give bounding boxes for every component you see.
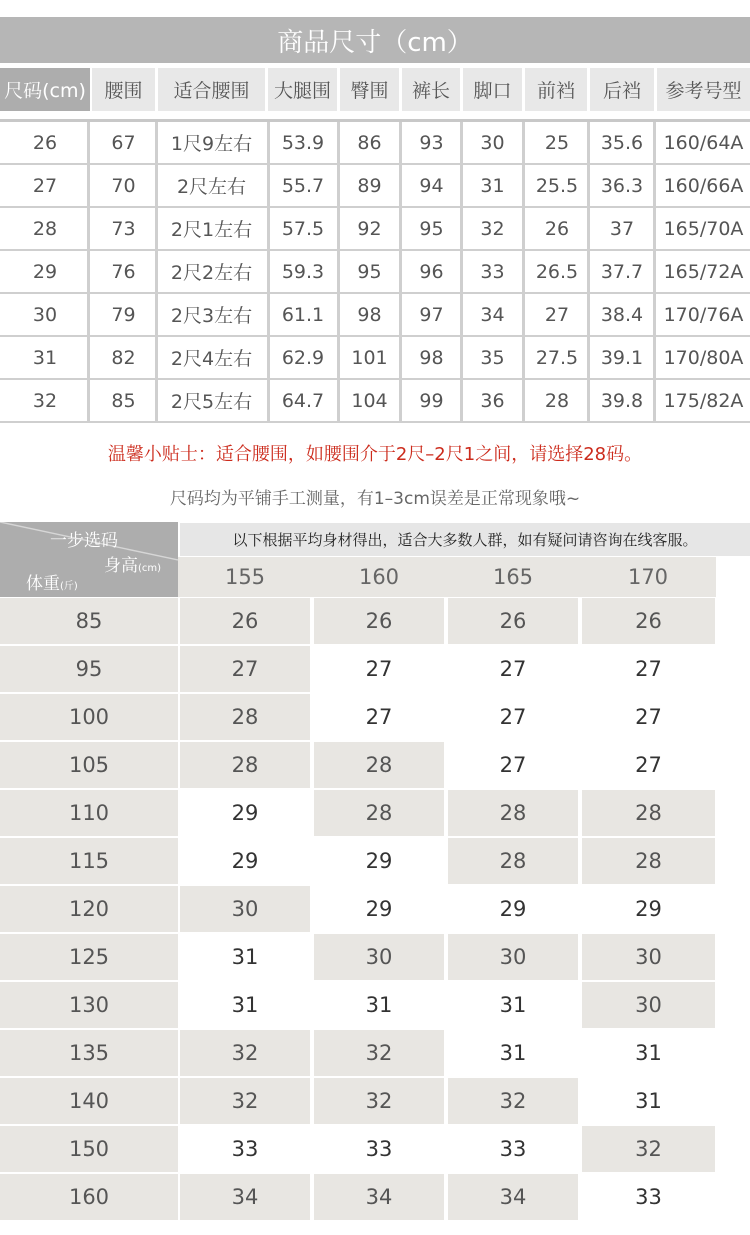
recommended-size-cell: 28 — [314, 742, 444, 788]
size-cell: 76 — [111, 260, 136, 283]
size-cell: 28 — [544, 389, 570, 412]
column-divider — [522, 208, 525, 249]
size-cell: 94 — [419, 174, 444, 197]
size-cell: 35 — [480, 346, 505, 369]
measure-note: 尺码均为平铺手工测量，有1–3cm误差是正常现象哦~ — [169, 489, 581, 509]
column-divider — [87, 251, 90, 292]
size-cell: 26.5 — [535, 260, 579, 283]
recommended-size-cell: 26 — [448, 598, 578, 644]
size-cell: 99 — [419, 389, 444, 412]
size-row — [0, 294, 750, 337]
recommended-size-cell: 29 — [582, 886, 715, 932]
column-divider — [337, 165, 340, 206]
weight-cell: 160 — [0, 1174, 178, 1220]
column-divider — [587, 122, 590, 163]
recommended-size-cell: 27 — [314, 694, 444, 740]
tip-note: 温馨小贴士：适合腰围，如腰围介于2尺–2尺1之间，请选择28码。 — [107, 444, 643, 465]
height-header-cell: 170 — [580, 557, 716, 597]
column-divider — [460, 165, 463, 206]
size-cell: 2尺2左右 — [170, 262, 253, 284]
size-table-body — [0, 122, 750, 423]
column-divider — [653, 208, 656, 249]
size-cell: 25 — [544, 131, 570, 154]
column-divider — [587, 208, 590, 249]
size-cell: 55.7 — [281, 174, 325, 197]
column-divider — [587, 251, 590, 292]
size-cell: 38.4 — [600, 303, 644, 326]
weight-cell: 105 — [0, 742, 178, 788]
recommended-size-cell: 34 — [314, 1174, 444, 1220]
recommended-size-cell: 27 — [448, 694, 578, 740]
column-divider — [399, 251, 402, 292]
recommended-size-cell: 29 — [448, 886, 578, 932]
size-cell: 39.8 — [600, 389, 644, 412]
recommended-size-cell: 27 — [582, 742, 715, 788]
recommended-size-cell: 31 — [180, 934, 310, 980]
size-row — [0, 208, 750, 251]
recommended-size-cell: 27 — [180, 646, 310, 692]
recommended-size-cell: 33 — [180, 1126, 310, 1172]
weight-cell: 125 — [0, 934, 178, 980]
recommended-size-cell: 29 — [180, 790, 310, 836]
size-cell: 28 — [32, 217, 58, 240]
recommended-size-cell: 27 — [582, 646, 715, 692]
recommended-size-cell: 31 — [448, 1030, 578, 1076]
size-cell: 104 — [351, 389, 388, 412]
size-cell: 96 — [419, 260, 444, 283]
column-divider — [522, 294, 525, 335]
column-divider — [155, 380, 158, 421]
size-cell: 170/80A — [663, 346, 744, 369]
column-divider — [87, 165, 90, 206]
size-cell: 67 — [111, 131, 136, 154]
size-header-cell: 尺码(cm) — [0, 68, 90, 111]
size-row — [0, 165, 750, 208]
size-cell: 82 — [111, 346, 136, 369]
size-cell: 175/82A — [663, 389, 744, 412]
column-divider — [87, 294, 90, 335]
column-divider — [155, 122, 158, 163]
size-cell: 35.6 — [600, 131, 644, 154]
column-divider — [653, 122, 656, 163]
size-header-cell: 腰围 — [92, 68, 155, 111]
recommend-row — [0, 982, 750, 1030]
size-header-cell: 后裆 — [590, 68, 654, 111]
size-cell: 170/76A — [663, 303, 744, 326]
column-divider — [337, 294, 340, 335]
column-divider — [460, 208, 463, 249]
column-divider — [87, 208, 90, 249]
size-cell: 57.5 — [281, 217, 325, 240]
column-divider — [522, 337, 525, 378]
weight-cell: 115 — [0, 838, 178, 884]
recommended-size-cell: 32 — [314, 1078, 444, 1124]
column-divider — [653, 251, 656, 292]
recommended-size-cell: 27 — [448, 646, 578, 692]
recommended-size-cell: 28 — [582, 790, 715, 836]
size-cell: 73 — [111, 217, 136, 240]
size-cell: 62.9 — [281, 346, 325, 369]
column-divider — [399, 294, 402, 335]
recommend-note: 以下根据平均身材得出，适合大多数人群，如有疑问请咨询在线客服。 — [180, 523, 750, 556]
weight-cell: 130 — [0, 982, 178, 1028]
recommend-row — [0, 886, 750, 934]
column-divider — [155, 165, 158, 206]
size-cell: 30 — [480, 131, 505, 154]
recommended-size-cell: 33 — [314, 1126, 444, 1172]
column-divider — [399, 337, 402, 378]
size-row — [0, 251, 750, 294]
recommended-size-cell: 29 — [314, 838, 444, 884]
size-cell: 59.3 — [281, 260, 325, 283]
column-divider — [460, 337, 463, 378]
size-cell: 26 — [32, 131, 58, 154]
recommended-size-cell: 26 — [582, 598, 715, 644]
column-divider — [399, 208, 402, 249]
weight-axis-label: 体重(斤) — [26, 574, 78, 594]
column-divider — [653, 165, 656, 206]
size-cell: 36.3 — [600, 174, 644, 197]
recommended-size-cell: 30 — [582, 934, 715, 980]
size-row — [0, 337, 750, 380]
recommend-row — [0, 1174, 750, 1222]
size-cell: 37 — [609, 217, 635, 240]
column-divider — [337, 380, 340, 421]
size-cell: 165/70A — [663, 217, 744, 240]
size-cell: 31 — [32, 346, 58, 369]
column-divider — [267, 165, 270, 206]
size-cell: 37.7 — [600, 260, 644, 283]
size-cell: 27.5 — [535, 346, 579, 369]
column-divider — [587, 294, 590, 335]
recommended-size-cell: 32 — [180, 1030, 310, 1076]
recommended-size-cell: 27 — [582, 694, 715, 740]
size-cell: 31 — [480, 174, 505, 197]
size-cell: 160/66A — [663, 174, 744, 197]
recommend-row — [0, 646, 750, 694]
recommend-row — [0, 934, 750, 982]
size-cell: 85 — [111, 389, 136, 412]
size-header-cell: 脚口 — [463, 68, 522, 111]
size-cell: 53.9 — [281, 131, 325, 154]
size-cell: 98 — [357, 303, 382, 326]
column-divider — [587, 165, 590, 206]
recommended-size-cell: 32 — [314, 1030, 444, 1076]
column-divider — [460, 122, 463, 163]
column-divider — [337, 337, 340, 378]
column-divider — [87, 122, 90, 163]
size-cell: 86 — [357, 131, 382, 154]
recommended-size-cell: 28 — [582, 838, 715, 884]
size-row — [0, 380, 750, 423]
column-divider — [460, 380, 463, 421]
size-header-cell: 适合腰围 — [158, 68, 265, 111]
height-axis-label: 身高(cm) — [104, 556, 162, 576]
size-cell: 97 — [419, 303, 444, 326]
recommended-size-cell: 28 — [448, 838, 578, 884]
column-divider — [267, 122, 270, 163]
recommended-size-cell: 28 — [180, 694, 310, 740]
size-cell: 36 — [480, 389, 505, 412]
size-cell: 34 — [480, 303, 505, 326]
size-cell: 95 — [357, 260, 382, 283]
column-divider — [337, 208, 340, 249]
weight-cell: 100 — [0, 694, 178, 740]
column-divider — [399, 165, 402, 206]
recommend-row — [0, 1126, 750, 1174]
recommended-size-cell: 32 — [180, 1078, 310, 1124]
column-divider — [155, 208, 158, 249]
recommend-row — [0, 598, 750, 646]
column-divider — [399, 380, 402, 421]
size-row — [0, 122, 750, 165]
recommended-size-cell: 28 — [180, 742, 310, 788]
column-divider — [87, 380, 90, 421]
column-divider — [155, 337, 158, 378]
recommended-size-cell: 27 — [448, 742, 578, 788]
recommended-size-cell: 31 — [314, 982, 444, 1028]
height-header-cell: 165 — [446, 557, 580, 597]
column-divider — [522, 122, 525, 163]
column-divider — [522, 165, 525, 206]
size-cell: 98 — [419, 346, 444, 369]
recommended-size-cell: 33 — [448, 1126, 578, 1172]
weight-cell: 135 — [0, 1030, 178, 1076]
recommend-row — [0, 838, 750, 886]
recommended-size-cell: 31 — [180, 982, 310, 1028]
column-divider — [267, 380, 270, 421]
size-cell: 2尺3左右 — [170, 305, 253, 327]
size-header-cell: 参考号型 — [657, 68, 750, 111]
column-divider — [587, 380, 590, 421]
size-cell: 33 — [480, 260, 505, 283]
recommended-size-cell: 28 — [314, 790, 444, 836]
weight-cell: 120 — [0, 886, 178, 932]
recommend-row — [0, 1078, 750, 1126]
weight-cell: 85 — [0, 598, 178, 644]
size-header-cell: 前裆 — [525, 68, 587, 111]
corner-title: 一步选码 — [50, 531, 118, 551]
size-cell: 95 — [419, 217, 444, 240]
recommended-size-cell: 29 — [180, 838, 310, 884]
size-cell: 160/64A — [663, 131, 744, 154]
size-header-cell: 大腿围 — [268, 68, 337, 111]
size-cell: 165/72A — [663, 260, 744, 283]
column-divider — [653, 294, 656, 335]
column-divider — [155, 294, 158, 335]
column-divider — [155, 251, 158, 292]
size-cell: 30 — [32, 303, 58, 326]
size-cell: 2尺4左右 — [170, 348, 253, 370]
size-header-cell: 裤长 — [402, 68, 460, 111]
size-header-cell: 臀围 — [340, 68, 399, 111]
size-cell: 25.5 — [535, 174, 579, 197]
size-cell: 27 — [544, 303, 570, 326]
size-cell: 1尺9左右 — [170, 133, 253, 155]
size-cell: 2尺5左右 — [170, 391, 253, 413]
recommended-size-cell: 34 — [448, 1174, 578, 1220]
column-divider — [587, 337, 590, 378]
recommend-row — [0, 1030, 750, 1078]
size-cell: 101 — [351, 346, 388, 369]
height-header-cell: 155 — [178, 557, 312, 597]
recommend-row — [0, 742, 750, 790]
recommended-size-cell: 30 — [582, 982, 715, 1028]
recommended-size-cell: 31 — [582, 1030, 715, 1076]
recommended-size-cell: 32 — [582, 1126, 715, 1172]
recommended-size-cell: 26 — [314, 598, 444, 644]
height-header-cell: 160 — [312, 557, 446, 597]
column-divider — [267, 337, 270, 378]
weight-cell: 140 — [0, 1078, 178, 1124]
size-cell: 2尺左右 — [176, 176, 247, 198]
column-divider — [87, 337, 90, 378]
column-divider — [267, 208, 270, 249]
recommended-size-cell: 30 — [180, 886, 310, 932]
column-divider — [337, 251, 340, 292]
column-divider — [399, 122, 402, 163]
size-cell: 79 — [111, 303, 136, 326]
recommend-row — [0, 694, 750, 742]
recommended-size-cell: 29 — [314, 886, 444, 932]
size-cell: 29 — [32, 260, 58, 283]
recommend-grid — [0, 598, 750, 1222]
size-cell: 32 — [480, 217, 505, 240]
size-cell: 2尺1左右 — [170, 219, 253, 241]
column-divider — [460, 294, 463, 335]
recommended-size-cell: 26 — [180, 598, 310, 644]
size-cell: 89 — [357, 174, 382, 197]
recommended-size-cell: 31 — [448, 982, 578, 1028]
column-divider — [337, 122, 340, 163]
size-cell: 70 — [111, 174, 136, 197]
recommended-size-cell: 31 — [582, 1078, 715, 1124]
column-divider — [653, 337, 656, 378]
recommended-size-cell: 33 — [582, 1174, 715, 1220]
page-title: 商品尺寸（cm） — [0, 17, 750, 63]
size-cell: 61.1 — [281, 303, 325, 326]
size-cell: 26 — [544, 217, 570, 240]
column-divider — [267, 294, 270, 335]
column-divider — [267, 251, 270, 292]
size-cell: 32 — [32, 389, 58, 412]
size-cell: 92 — [357, 217, 382, 240]
size-cell: 64.7 — [281, 389, 325, 412]
column-divider — [522, 251, 525, 292]
recommend-corner — [0, 522, 178, 597]
size-cell: 39.1 — [600, 346, 644, 369]
weight-cell: 150 — [0, 1126, 178, 1172]
column-divider — [460, 251, 463, 292]
column-divider — [653, 380, 656, 421]
recommend-row — [0, 790, 750, 838]
size-cell: 93 — [419, 131, 444, 154]
recommended-size-cell: 27 — [314, 646, 444, 692]
weight-cell: 110 — [0, 790, 178, 836]
recommended-size-cell: 30 — [314, 934, 444, 980]
recommended-size-cell: 32 — [448, 1078, 578, 1124]
size-cell: 27 — [32, 174, 58, 197]
recommended-size-cell: 30 — [448, 934, 578, 980]
recommended-size-cell: 28 — [448, 790, 578, 836]
weight-cell: 95 — [0, 646, 178, 692]
column-divider — [522, 380, 525, 421]
recommended-size-cell: 34 — [180, 1174, 310, 1220]
